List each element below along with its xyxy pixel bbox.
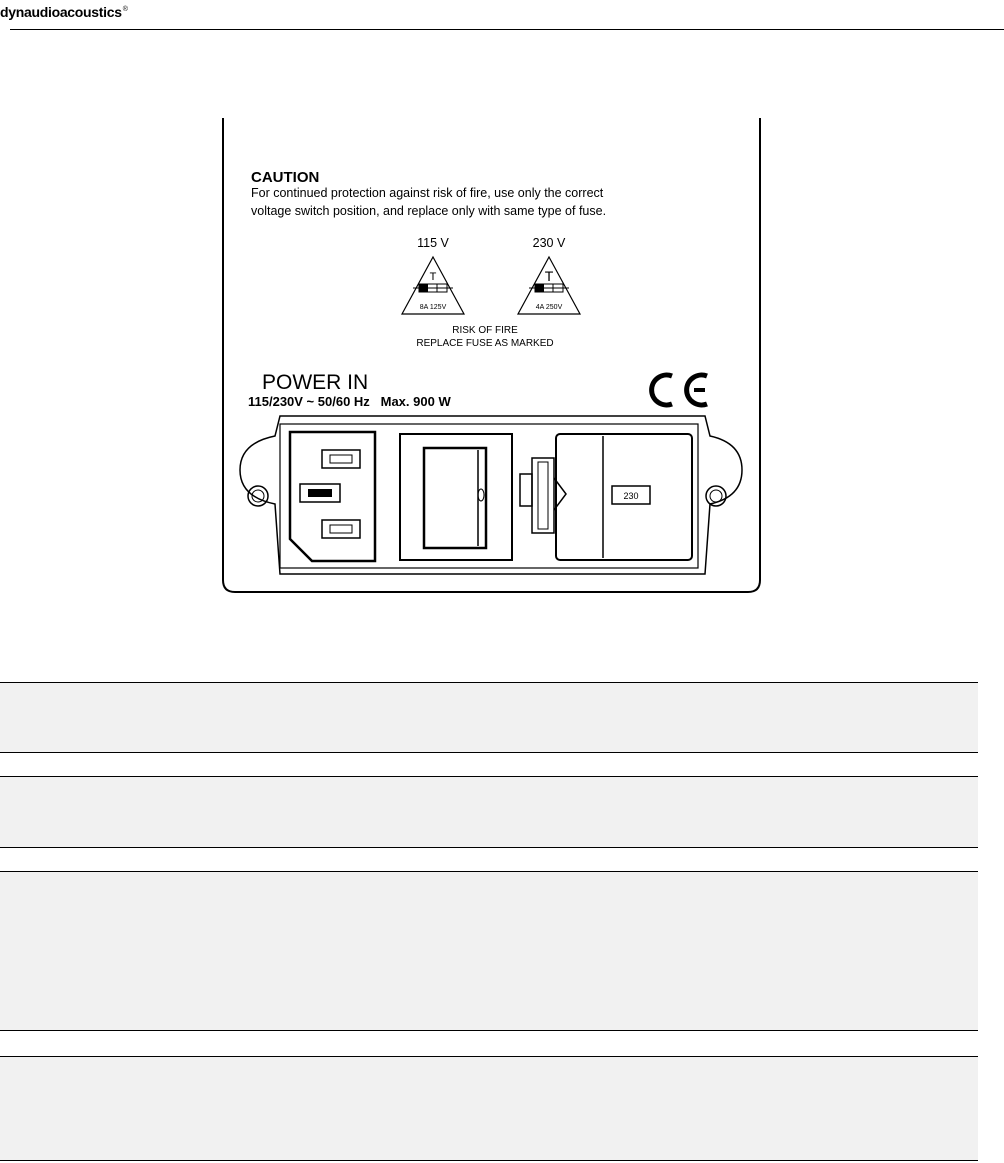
voltage-selector-value: 230 bbox=[623, 491, 639, 501]
band-rule-2 bbox=[0, 752, 978, 753]
shaded-band-4 bbox=[0, 1057, 978, 1160]
shaded-band-2 bbox=[0, 777, 978, 847]
power-spec: 115/230V ~ 50/60 Hz Max. 900 W bbox=[248, 394, 451, 409]
fuse-115-rating: 8A 125V bbox=[419, 304, 447, 311]
fuse-115-type: T bbox=[429, 271, 437, 283]
power-inlet-module bbox=[240, 416, 742, 574]
brand-registered-mark: ® bbox=[122, 6, 128, 13]
band-rule-6 bbox=[0, 1030, 978, 1031]
brand-logo bbox=[0, 0, 128, 22]
fuse-230-rating: 4A 250V bbox=[535, 304, 563, 311]
ce-mark bbox=[652, 375, 707, 405]
brand-name: dynaudioacoustics bbox=[0, 4, 122, 20]
fuse-230-voltage: 230 V bbox=[532, 236, 566, 250]
caution-line-1: For continued protection against risk of fire, use only the correct bbox=[251, 186, 604, 200]
band-rule-4 bbox=[0, 847, 978, 848]
fuse-230-symbol bbox=[518, 257, 580, 314]
header-rule bbox=[10, 29, 1004, 30]
rear-panel-illustration bbox=[220, 118, 764, 596]
fuse-115-symbol bbox=[402, 257, 464, 314]
risk-of-fire-label: RISK OF FIRE bbox=[452, 325, 518, 336]
power-in-title: POWER IN bbox=[262, 371, 369, 394]
fuse-230-type: T bbox=[544, 268, 554, 284]
shaded-band-3 bbox=[0, 872, 978, 1030]
caution-line-2: voltage switch position, and replace only with same type of fuse. bbox=[251, 204, 607, 218]
replace-fuse-label: REPLACE FUSE AS MARKED bbox=[416, 338, 554, 349]
fuse-115-voltage: 115 V bbox=[417, 236, 449, 250]
band-rule-8 bbox=[0, 1160, 978, 1161]
shaded-band-1 bbox=[0, 683, 978, 752]
caution-heading: CAUTION bbox=[251, 169, 320, 186]
